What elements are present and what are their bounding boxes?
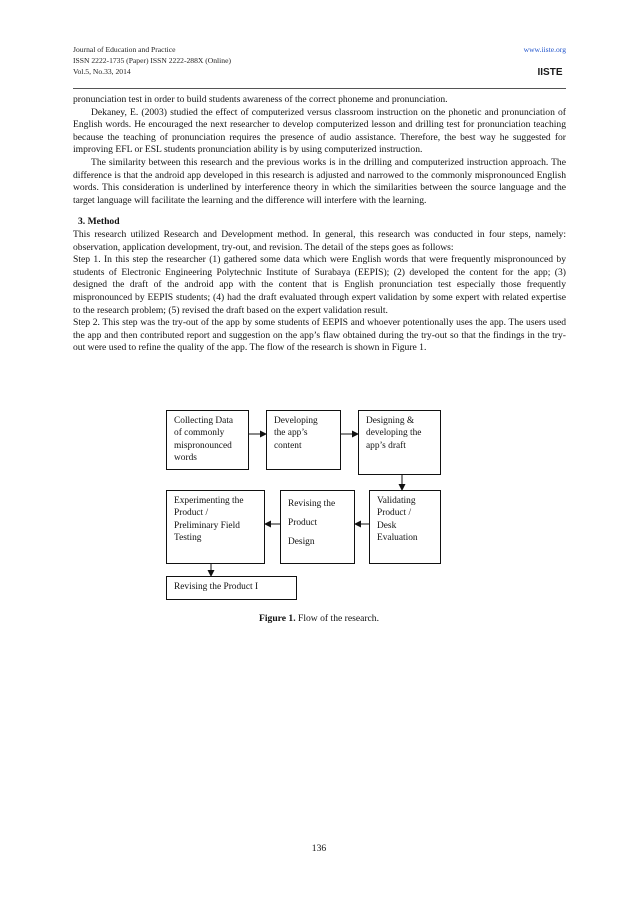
iiste-logo bbox=[534, 61, 566, 81]
logo-text: IISTE bbox=[537, 67, 563, 78]
paragraph-2: Dekaney, E. (2003) studied the effect of computerized versus classroom instruction on the phonetic and pronunciation of English words. He encouraged the next researcher to develop computerized lesson and drilling test for pronunciation teaching because the teaching of pronunciation requires the presence of audio assistance. Therefore, the best way he suggested for improving EFL or ESL students pronunciation ability is by using computerized instruction. bbox=[73, 106, 566, 156]
journal-title: Journal of Education and Practice bbox=[73, 45, 176, 54]
paragraph-1: pronunciation test in order to build students awareness of the correct phoneme and pronunciation. bbox=[73, 94, 448, 105]
header-rule bbox=[73, 88, 566, 89]
paragraph-step-1: Step 1. In this step the researcher (1) gathered some data which were English words that were frequently mispronounced by students of Electronic Engineering Polytechnic Institute of Surabaya (EEPIS); (2) developed the content for the app; (3) designed the draft of the android app with the content that is English pronunciation test especially those frequently mispronounced by EEPIS students; (4) had the draft evaluated through expert validation by some expert with related expertise to the research problem; (5) revised the draft based on the expert validation result. bbox=[73, 254, 566, 316]
journal-url-link[interactable]: www.iiste.org bbox=[523, 45, 566, 54]
figure-caption-label: Figure 1. bbox=[259, 613, 296, 624]
journal-header-right bbox=[524, 44, 566, 81]
figure-caption bbox=[0, 613, 638, 624]
flow-box-revising-product: Revising the Product I bbox=[166, 576, 297, 600]
flow-box-developing-content: Developing the app’s content bbox=[266, 410, 341, 470]
figure-caption-text: Flow of the research. bbox=[295, 613, 379, 624]
page-number: 136 bbox=[311, 843, 327, 854]
paragraph-3: The similarity between this research and the previous works is in the drilling and computerized instruction approach. The difference is that the android app developed in this research is adjusted and narrowed to the commonly mispronounced English words. This consideration is underlined by interference theory in which the similarities between the source language and the target language will facilitate the learning and the difference will interfere with the learning. bbox=[73, 156, 566, 206]
paragraph-4: This research utilized Research and Development method. In general, this research was conducted in four steps, namely: observation, application development, try-out, and revision. The detail of the steps goes as follows: bbox=[73, 228, 566, 253]
article-body bbox=[73, 94, 566, 355]
flow-box-designing-draft: Designing & developing the app’s draft bbox=[358, 410, 441, 475]
section-heading: 3. Method bbox=[78, 216, 120, 228]
paragraph-step-2: Step 2. This step was the try-out of the app by some students of EEPIS and whoever potentionally uses the app. The users used the app and then contributed report and suggestion on the app’s flaw obtained during the try-out so that the findings in the try-out were used to refine the quality of the app. The flow of the research is shown in Figure 1. bbox=[73, 317, 566, 354]
flow-box-experimenting: Experimenting the Product / Preliminary Field Testing bbox=[166, 490, 265, 564]
journal-volume: Vol.5, No.33, 2014 bbox=[73, 67, 131, 76]
journal-issn: ISSN 2222-1735 (Paper) ISSN 2222-288X (Online) bbox=[73, 56, 231, 65]
flow-box-revising-design: Revising the Product Design bbox=[280, 490, 355, 564]
journal-header bbox=[73, 44, 231, 77]
flow-box-collecting-data: Collecting Data of commonly mispronounced words bbox=[166, 410, 249, 470]
flow-box-validating: Validating Product / Desk Evaluation bbox=[369, 490, 441, 564]
